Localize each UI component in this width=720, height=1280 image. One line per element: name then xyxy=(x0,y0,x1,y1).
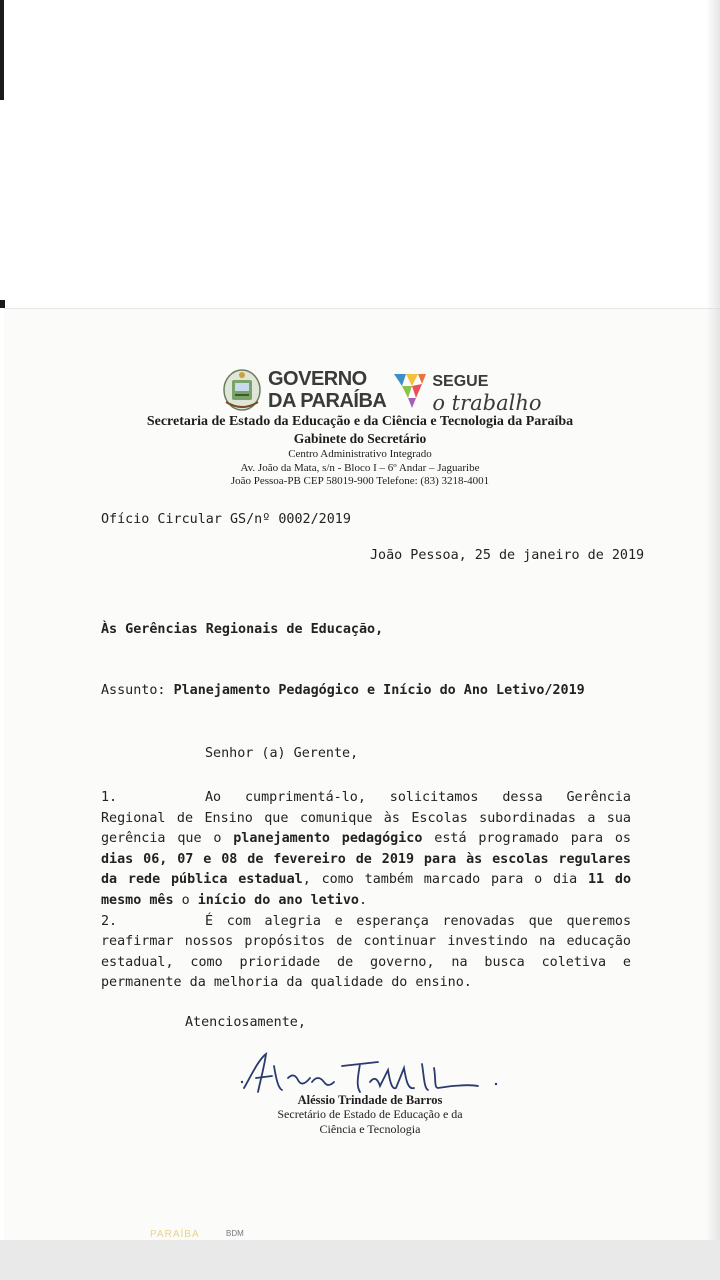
paragraph-2-text: É com alegria e esperança renovadas que queremos xyxy=(205,913,631,929)
letter-reference: Ofício Circular GS/nº 0002/2019 xyxy=(101,512,351,527)
place-date: João Pessoa, 25 de janeiro de 2019 xyxy=(370,548,645,563)
slogan-line-1: SEGUE xyxy=(432,373,489,390)
admin-center: Centro Administrativo Integrado xyxy=(288,448,432,460)
footer-watermark: PARAÍBA xyxy=(150,1229,200,1240)
salutation: Senhor (a) Gerente, xyxy=(205,746,359,761)
paragraph-1-line-2: Regional de Ensino que comunique às Escolas subordinadas a sua xyxy=(101,810,631,826)
paragraph-1-line-4: dias 06, 07 e 08 de fevereiro de 2019 para às escolas regulares xyxy=(101,851,631,867)
paragraph-1-line-5 xyxy=(101,870,631,891)
slogan xyxy=(432,368,541,414)
p1-bold-month: mesmo mês xyxy=(101,892,174,908)
letter-body xyxy=(101,788,631,994)
bottom-band xyxy=(0,1240,720,1280)
footer-code: BDM xyxy=(226,1229,244,1238)
scan-edge-top xyxy=(0,0,4,100)
paragraph-2-line-4: permanente da melhoria da qualidade do ensino. xyxy=(101,975,472,991)
p1-bold-day: 11 do xyxy=(587,872,632,888)
p1-bold-network: da rede pública estadual xyxy=(101,872,303,888)
city-contact: João Pessoa-PB CEP 58019-900 Telefone: (83) 3218-4001 xyxy=(230,475,490,487)
paragraph-1-number: 1. xyxy=(101,790,118,805)
p1-text-c: está programado para os xyxy=(422,831,631,847)
paragraph-1-line-3 xyxy=(101,829,631,850)
logo-line-2: DA PARAÍBA xyxy=(268,390,387,412)
logo-line-1: GOVERNO xyxy=(268,368,367,390)
colorful-flag-icon xyxy=(392,370,428,412)
government-wordmark xyxy=(268,368,386,412)
page-edge-shadow xyxy=(706,0,720,1240)
subject-text: Planejamento Pedagógico e Início do Ano Letivo/2019 xyxy=(173,683,585,698)
paragraph-2-line-3: estadual, como prioridade de governo, na busca coletiva e xyxy=(101,954,631,970)
p1-text-o: o xyxy=(173,892,198,908)
handwritten-signature xyxy=(238,1048,508,1098)
paragraph-1-text: Ao cumprimentá-lo, solicitamos dessa Gerência xyxy=(205,790,631,805)
p1-period: . xyxy=(359,892,368,908)
p1-bold-planning: planejamento pedagógico xyxy=(233,831,423,847)
signer-role-line-2: Ciência e Tecnologia xyxy=(319,1122,421,1136)
secretariat-name: Secretaria de Estado da Educação e da Ciência e Tecnologia da Paraíba xyxy=(146,414,574,429)
paraiba-crest-icon xyxy=(222,368,262,412)
paragraph-1-line-6 xyxy=(101,891,631,912)
scan-edge-mark xyxy=(0,300,5,308)
paragraph-1-line-1 xyxy=(101,788,631,809)
closing: Atenciosamente, xyxy=(185,1015,306,1030)
p1-text-b: , como também marcado para o dia xyxy=(302,872,588,888)
subject-label: Assunto: xyxy=(101,683,166,698)
government-logo xyxy=(222,368,542,414)
p1-bold-start: início do ano letivo xyxy=(197,892,359,908)
paragraph-2-line-1 xyxy=(101,912,631,933)
signer-role-line-1: Secretário de Estado de Educação e da xyxy=(277,1107,463,1121)
slogan-line-2: o trabalho xyxy=(432,391,542,415)
signer-name: Aléssio Trindade de Barros xyxy=(297,1093,443,1107)
address: Av. João da Mata, s/n - Bloco I – 6º Andar – Jaguaribe xyxy=(240,462,480,474)
p1-text-a: gerência que o xyxy=(101,831,234,847)
cabinet-name: Gabinete do Secretário xyxy=(293,431,427,446)
recipient: Às Gerências Regionais de Educação, xyxy=(101,622,384,637)
paragraph-2-number: 2. xyxy=(101,913,118,929)
subject-line xyxy=(101,683,585,698)
paragraph-2-line-2: reafirmar nossos propósitos de continuar investindo na educação xyxy=(101,934,631,950)
